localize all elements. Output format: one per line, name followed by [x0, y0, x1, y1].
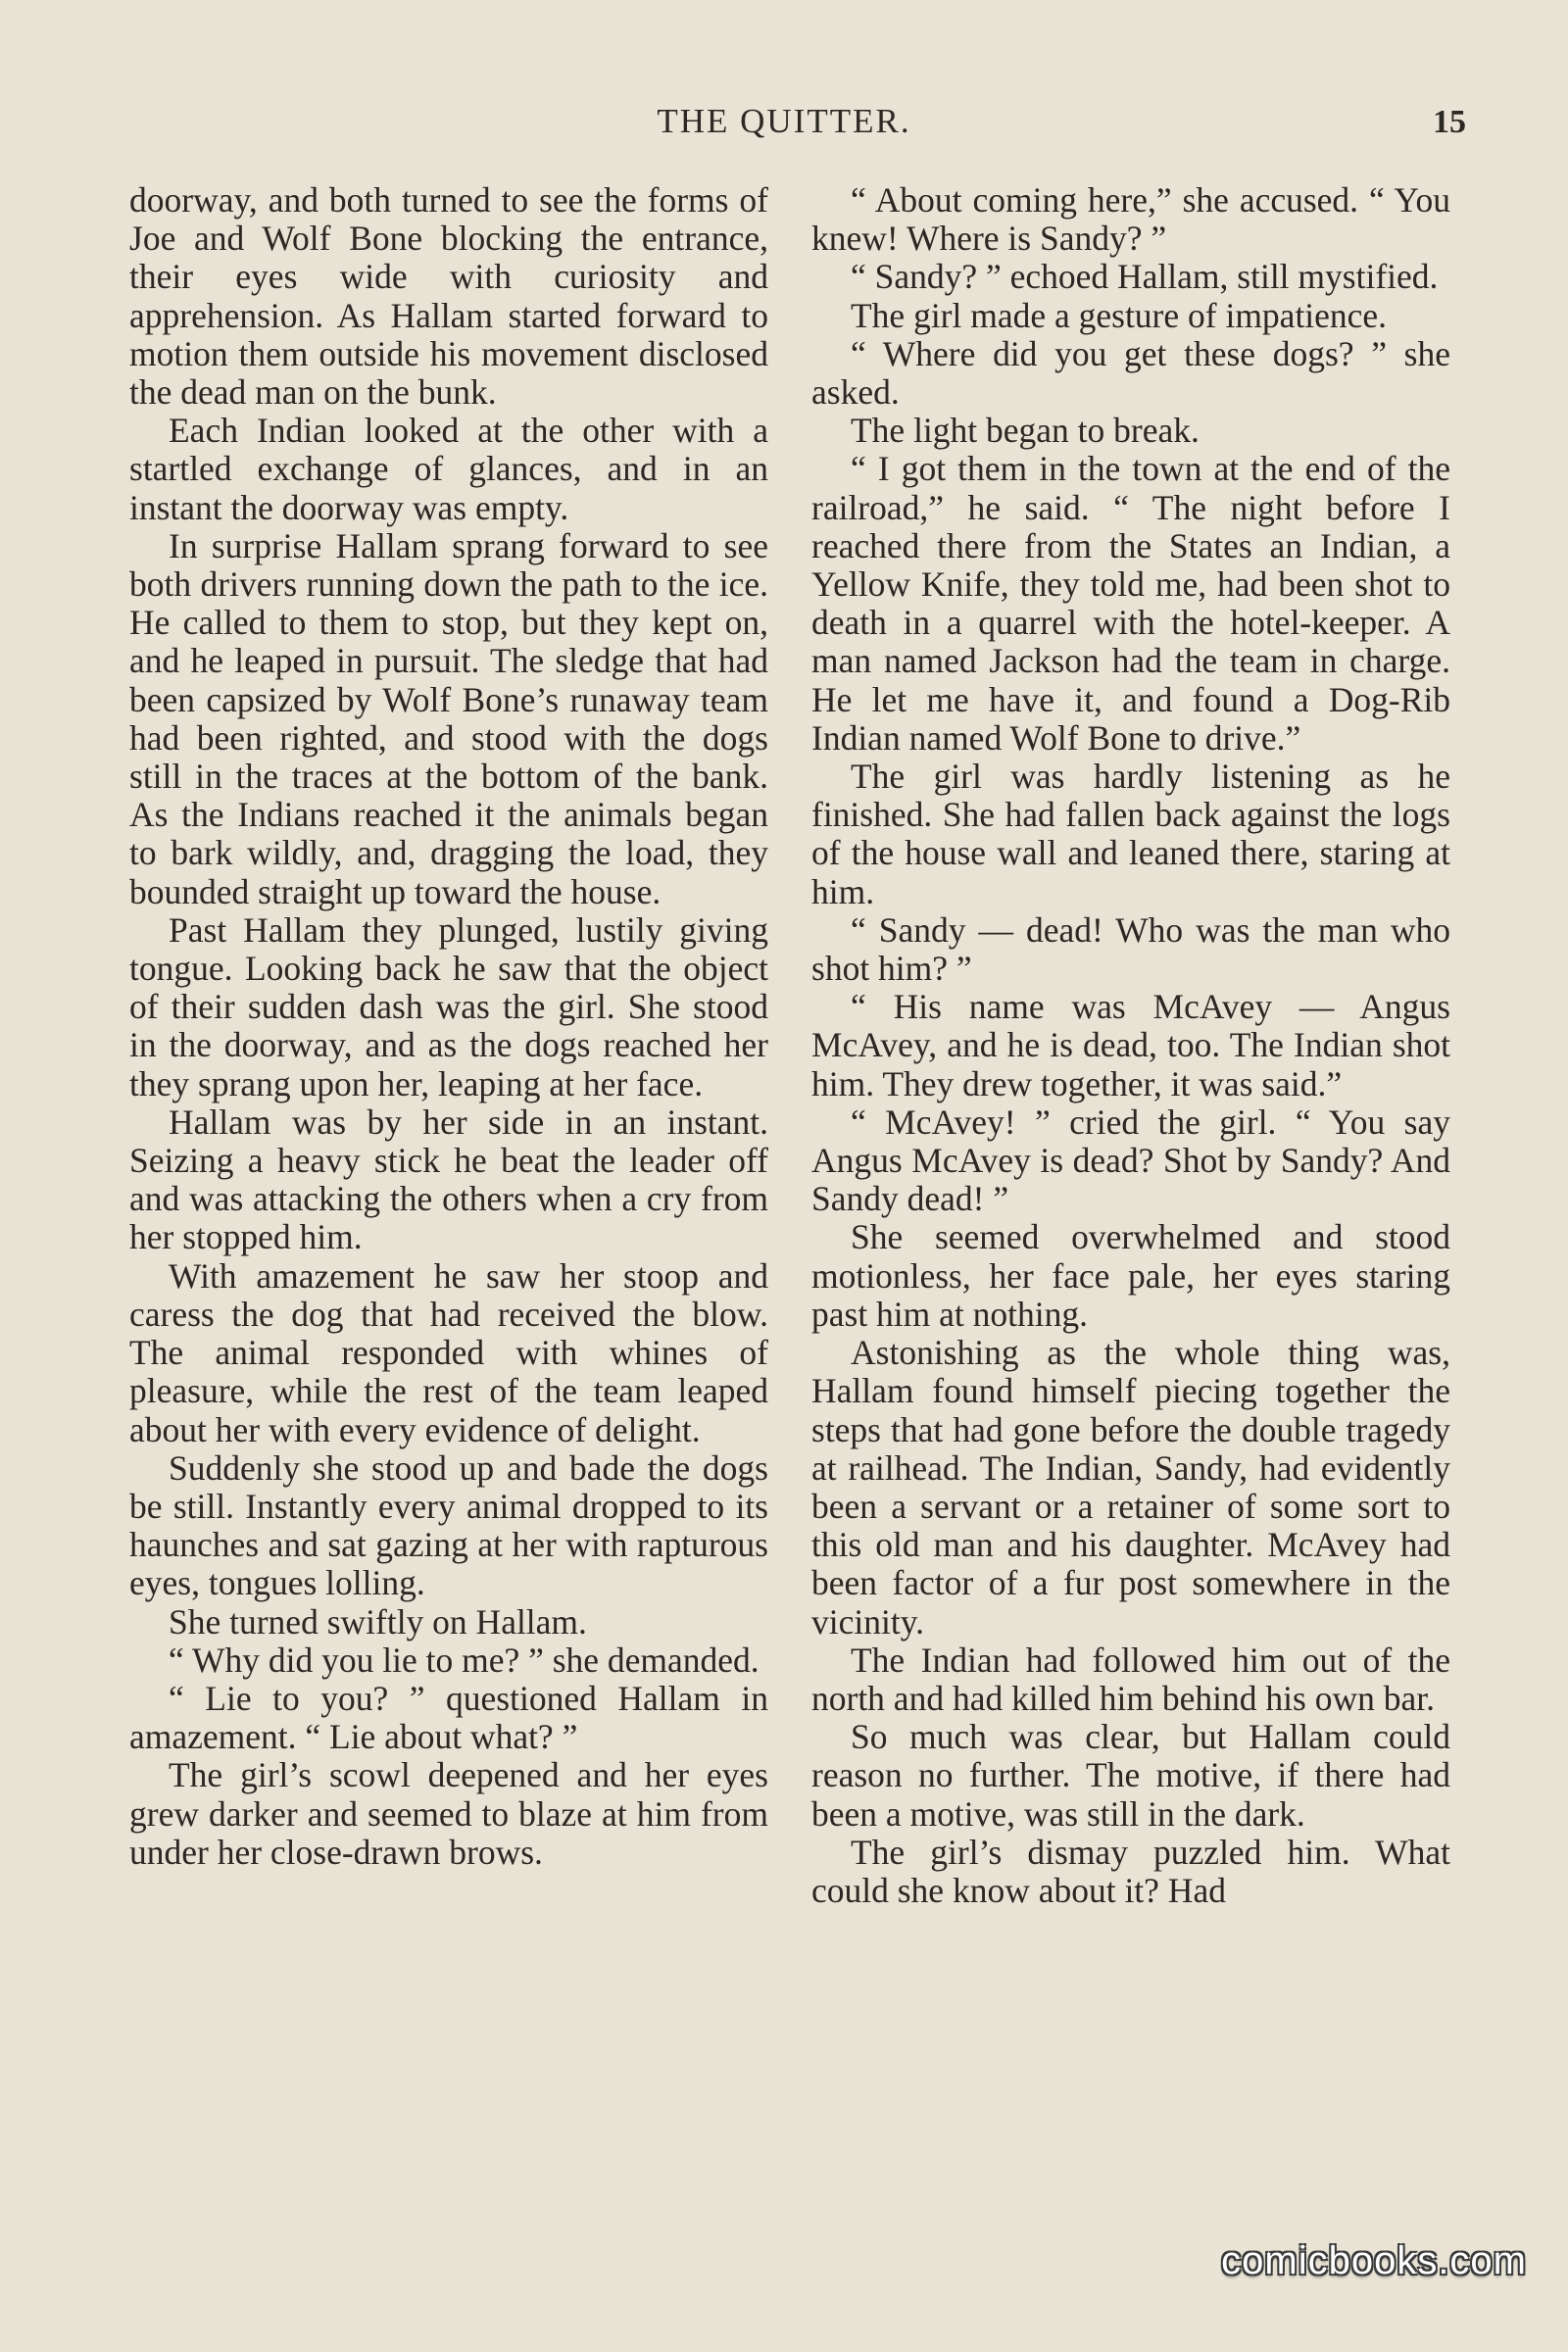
paragraph: “ About coming here,” she accused. “ You knew! Where is Sandy? ” — [811, 180, 1450, 259]
running-head-title: THE QUITTER. — [657, 102, 911, 140]
paragraph: “ Lie to you? ” questioned Hallam in amazement. “ Lie about what? ” — [129, 1678, 768, 1757]
watermark-logo: comicbooks.com — [1221, 2239, 1527, 2282]
paragraph: With amazement he saw her stoop and caress the dog that had received the blow. The animal responded with whines of pleasure, while the rest of the team leaped about her with every evidence of delight. — [129, 1255, 768, 1449]
paragraph: Astonishing as the whole thing was, Hallam found himself piecing together the steps that had gone before the double tragedy at railhead. The Indian, Sandy, had evidently been a servant or a retainer of some sort to this old man and his daughter. McAvey had been factor of a fur post somewhere in the vicinity. — [811, 1333, 1450, 1642]
paragraph: “ McAvey! ” cried the girl. “ You say Angus McAvey is dead? Shot by Sandy? And Sandy dead! ” — [811, 1102, 1450, 1219]
paragraph: She seemed overwhelmed and stood motionless, her face pale, her eyes staring past him at nothing. — [811, 1217, 1450, 1334]
paragraph: Past Hallam they plunged, lustily giving tongue. Looking back he saw that the object of their sudden dash was the girl. She stood in the doorway, and as the dogs reached her they sprang upon her, leaping at her face. — [129, 909, 768, 1103]
paragraph: “ I got them in the town at the end of the railroad,” he said. “ The night before I reached there from the States an Indian, a Yellow Knife, they told me, had been shot to death in a quarrel with the hotel-keeper. A man named Jackson had the team in charge. He let me have it, and found a Dog-Rib Indian named Wolf Bone to drive.” — [811, 449, 1450, 758]
paragraph: The girl’s dismay puzzled him. What could she know about it? Had — [811, 1832, 1450, 1910]
paragraph: “ Sandy? ” echoed Hallam, still mystified. — [851, 257, 1439, 297]
paragraph: The light began to break. — [851, 411, 1200, 451]
paragraph: “ Why did you lie to me? ” she demanded. — [169, 1640, 760, 1680]
paragraph: Suddenly she stood up and bade the dogs be still. Instantly every animal dropped to its haunches and sat gazing at her with rapturous eyes, tongues lolling. — [129, 1447, 768, 1603]
paragraph: “ His name was McAvey — Angus McAvey, and he is dead, too. The Indian shot him. They drew together, it was said.” — [811, 987, 1450, 1103]
paragraph: In surprise Hallam sprang forward to see both drivers running down the path to the ice. He called to them to stop, but they kept on, and he leaped in pursuit. The sledge that had been capsized by Wolf Bone’s runaway team had been righted, and stood with the dogs still in the traces at the bottom of the bank. As the Indians reached it the animals began to bark wildly, and, dragging the load, they bounded straight up toward the house. — [129, 525, 768, 911]
paragraph: The Indian had followed him out of the north and had killed him behind his own bar. — [811, 1640, 1450, 1718]
paragraph: doorway, and both turned to see the forms of Joe and Wolf Bone blocking the entrance, their eyes wide with curiosity and apprehension. As Hallam started forward to motion them outside his movement disclosed the dead man on the bunk. — [129, 180, 768, 413]
paragraph: Hallam was by her side in an instant. Seizing a heavy stick he beat the leader off and was attacking the others when a cry from her stopped him. — [129, 1102, 768, 1257]
paragraph: The girl was hardly listening as he finished. She had fallen back against the logs of the house wall and leaned there, staring at him. — [811, 757, 1450, 911]
page-number: 15 — [1433, 104, 1466, 140]
paragraph: Each Indian looked at the other with a startled exchange of glances, and in an instant the doorway was empty. — [129, 411, 768, 527]
paragraph: “ Where did you get these dogs? ” she asked. — [811, 333, 1450, 413]
paragraph: “ Sandy — dead! Who was the man who shot him? ” — [811, 909, 1450, 989]
right-text-column — [811, 181, 1450, 1910]
paragraph: She turned swiftly on Hallam. — [169, 1601, 587, 1642]
paragraph: The girl’s scowl deepened and her eyes grew darker and seemed to blaze at him from under her close-drawn brows. — [129, 1755, 768, 1872]
paragraph: The girl made a gesture of impatience. — [851, 295, 1388, 335]
left-text-column — [129, 181, 768, 1872]
paragraph: So much was clear, but Hallam could reason no further. The motive, if there had been a motive, was still in the dark. — [811, 1717, 1450, 1834]
